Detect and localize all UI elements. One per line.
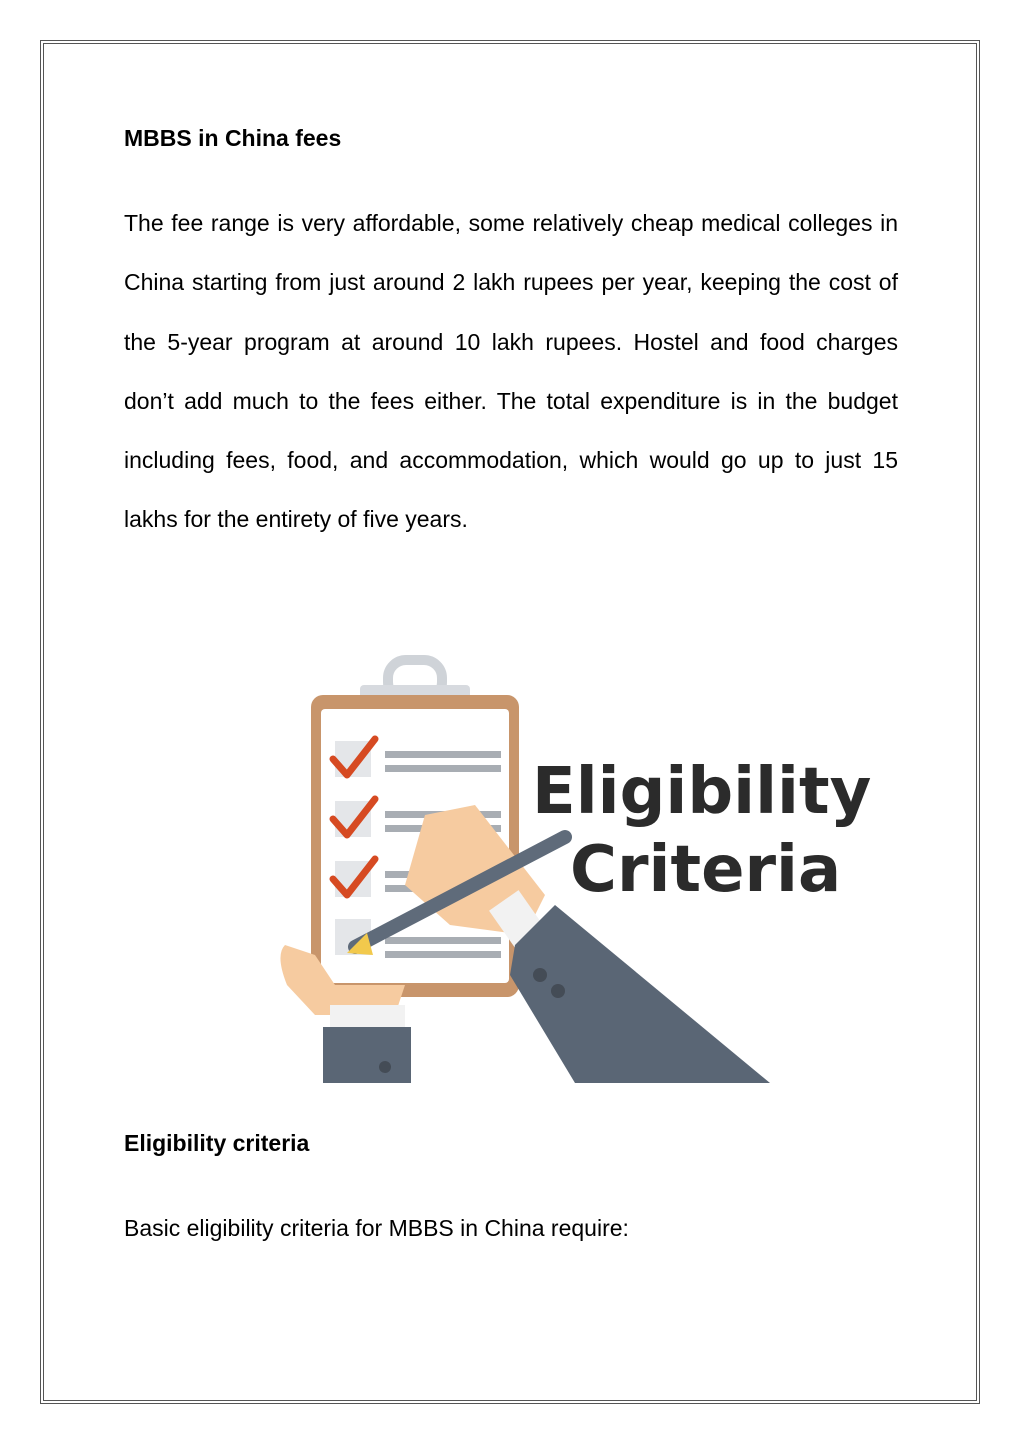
fees-heading: MBBS in China fees — [124, 125, 342, 151]
illustration-title-line2: Criteria — [570, 833, 842, 907]
list-line — [385, 765, 501, 772]
section-eligibility-heading-wrap — [124, 1129, 898, 1157]
eligibility-heading: Eligibility criteria — [124, 1130, 310, 1156]
left-sleeve — [323, 1027, 411, 1083]
eligibility-paragraph: Basic eligibility criteria for MBBS in China require: — [124, 1215, 629, 1241]
list-line — [385, 751, 501, 758]
right-sleeve — [510, 905, 770, 1083]
list-line — [385, 937, 501, 944]
fees-paragraph: The fee range is very affordable, some relatively cheap medical colleges in China starting from just around 2 lakh rupees per year, keeping the cost of the 5-year program at around 10 lakh rupees. Hostel and food charges don’t add much to the fees either. The total expenditure is in the budget including fees, food, and accommodation, which would go up to just 15 lakhs for the entirety of five years. — [124, 210, 898, 533]
eligibility-criteria-illustration — [275, 655, 872, 1083]
list-line — [385, 951, 501, 958]
illustration-title-line1: Eligibility — [532, 755, 872, 829]
section-fees-body-wrap — [124, 194, 898, 550]
sleeve-button — [379, 1061, 391, 1073]
section-eligibility-body-wrap — [124, 1214, 898, 1242]
sleeve-button — [551, 984, 565, 998]
section-fees-heading-wrap — [124, 124, 898, 152]
sleeve-button — [533, 968, 547, 982]
